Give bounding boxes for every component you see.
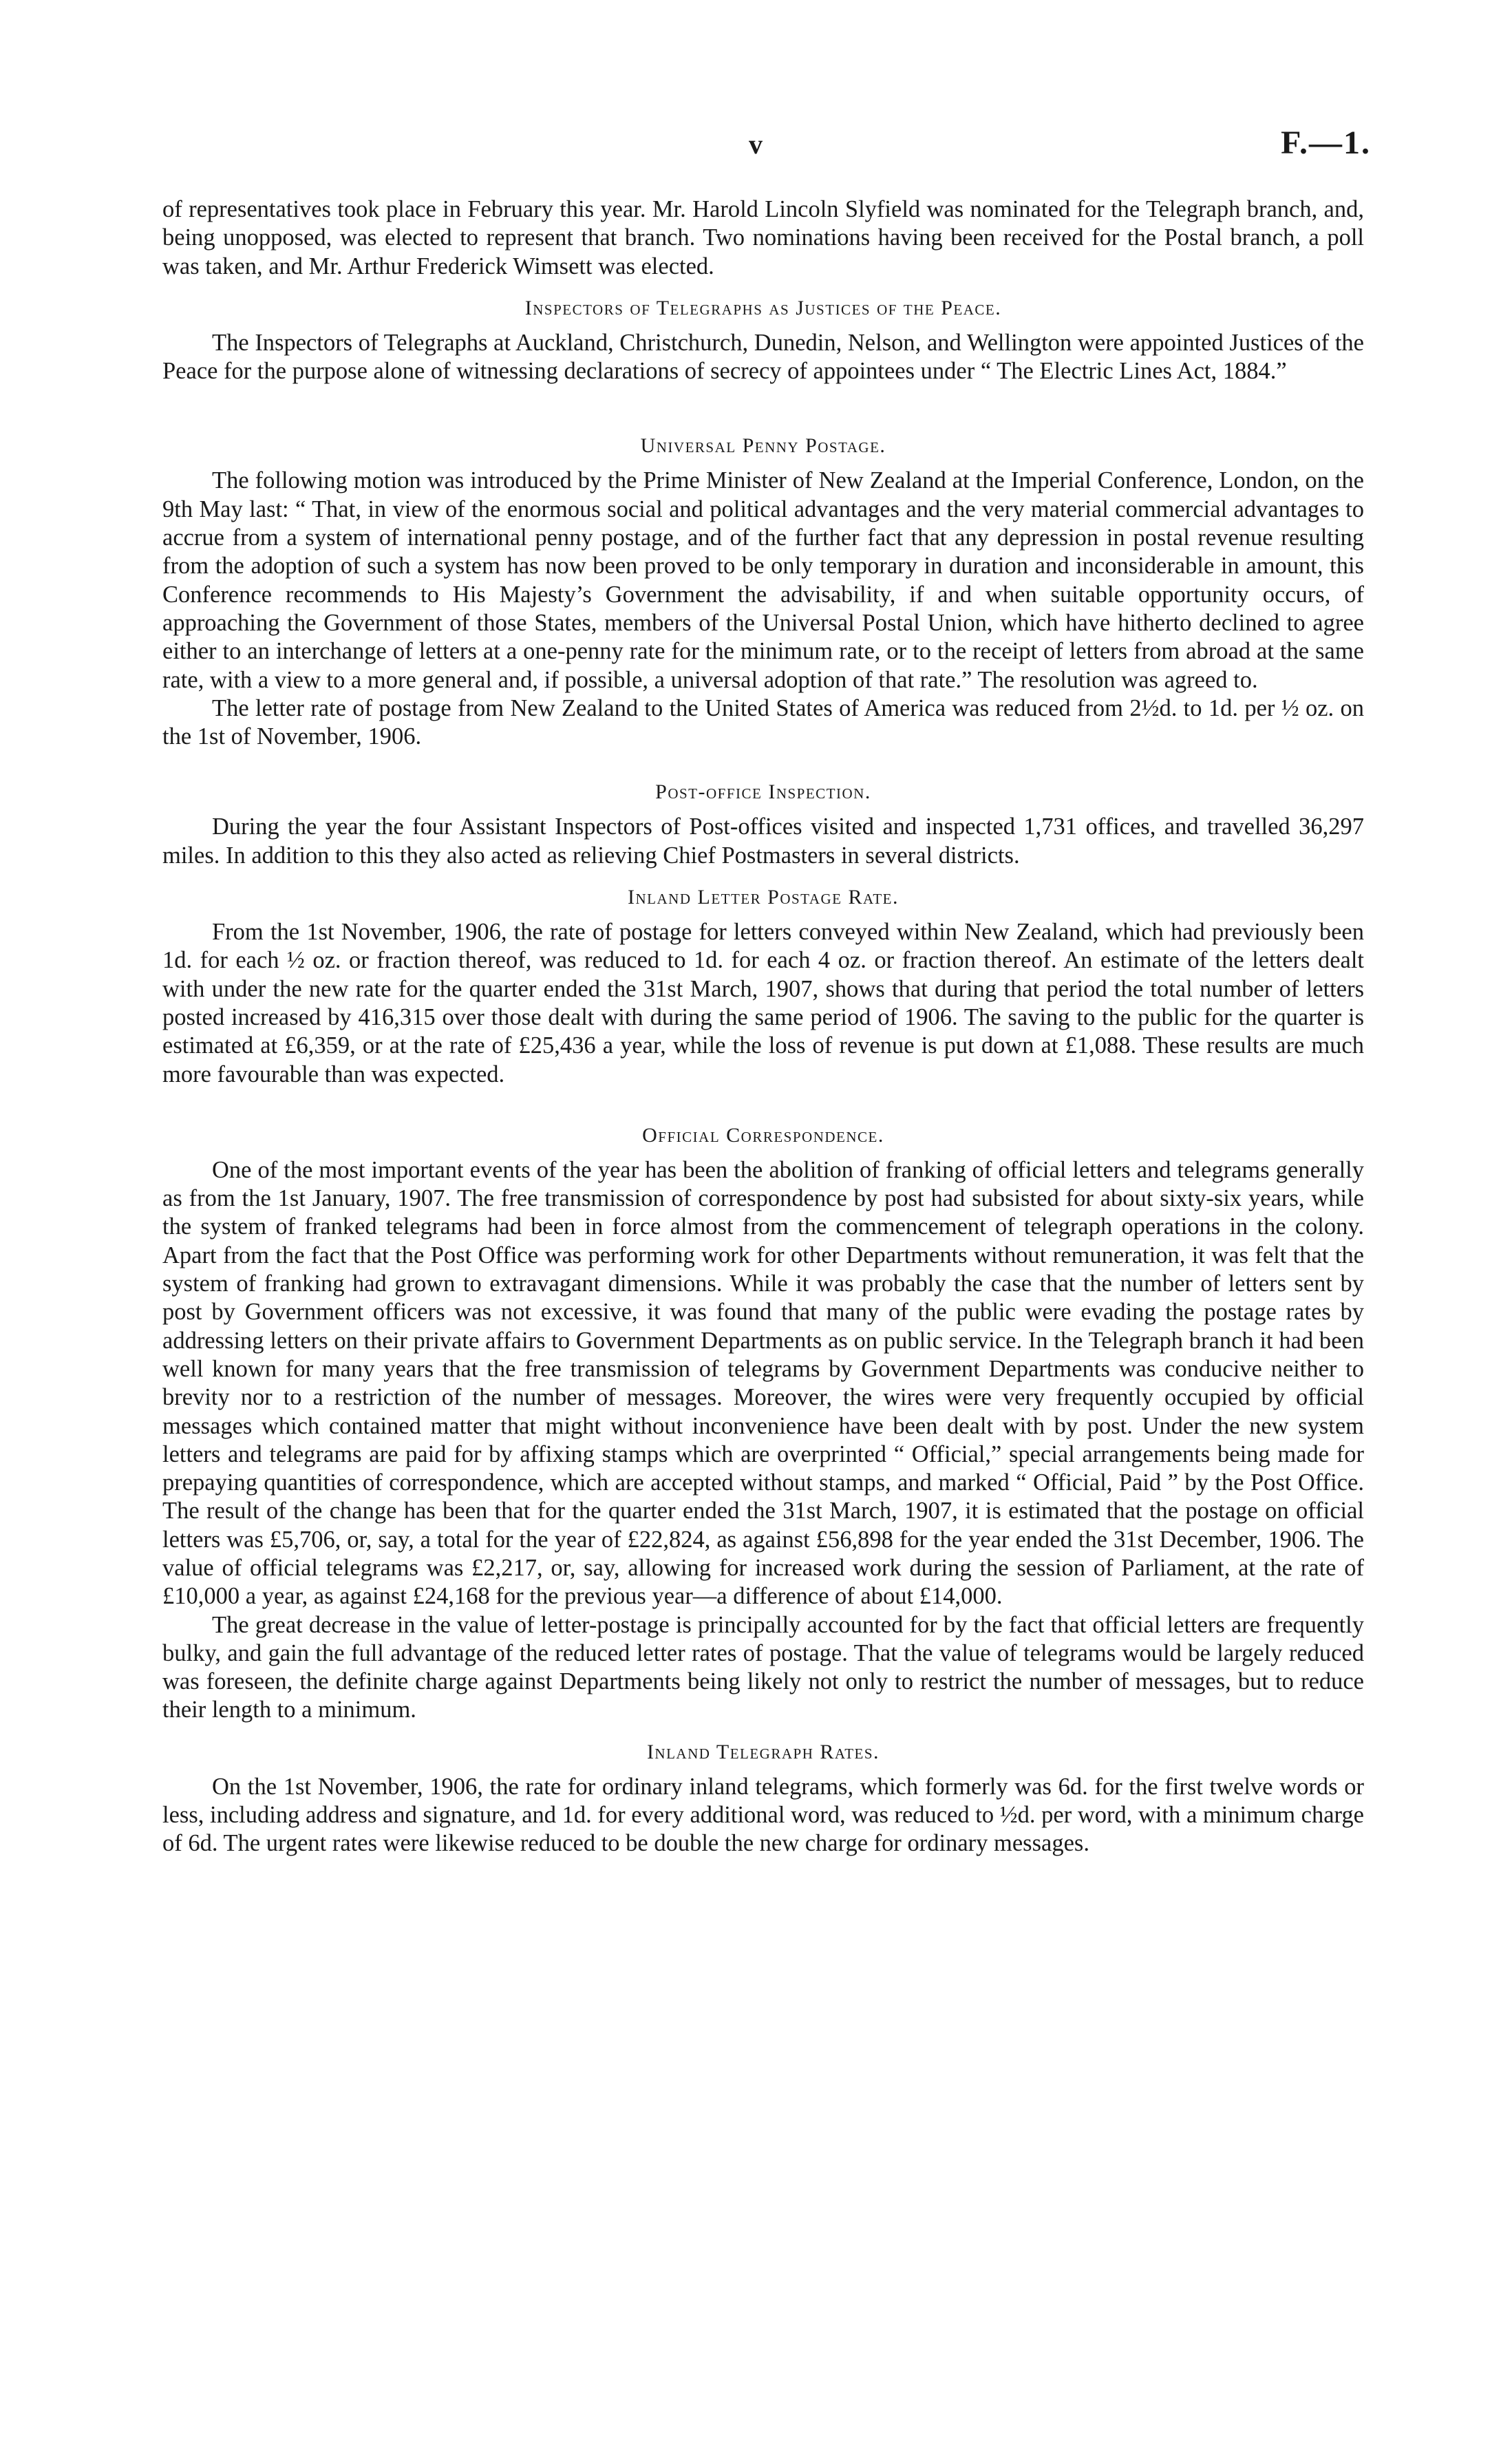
page-body	[162, 195, 1364, 1858]
penny-postage-paragraph-1: The following motion was introduced by the Prime Minister of New Zealand at the Imperial Conference, London, on the 9th May last: “ That, in view of the enormous social and political advantages and the very material commercial advantages to accrue from a system of international penny postage, and of the further fact that any depression in postal revenue resulting from the adoption of such a system has now been proved to be only temporary in duration and inconsiderable in amount, this Conference recommends to His Majesty’s Government the advisability, if and when suitable opportunity occurs, of approaching the Government of those States, members of the Universal Postal Union, which have hitherto declined to agree either to an interchange of letters at a one-penny rate for the minimum rate, or to the receipt of letters from abroad at the same rate, with a view to a more general and, if possible, a universal adoption of that rate.” The resolution was agreed to.	[162, 467, 1364, 693]
inland-telegraph-paragraph: On the 1st November, 1906, the rate for ordinary inland telegrams, which formerly was 6d. for the first twelve words or less, including address and signature, and 1d. for every additional word, was reduced to ½d. per word, with a minimum charge of 6d. The urgent rates were likewise reduced to be double the new charge for ordinary messages.	[162, 1773, 1364, 1857]
page-number: v	[749, 129, 763, 160]
official-correspondence-paragraph-2: The great decrease in the value of letter-postage is principally accounted for by the fact that official letters are frequently bulky, and gain the full advantage of the reduced letter rates of postage. That the value of telegrams would be largely reduced was foreseen, the definite charge against Departments being likely not only to restrict the number of messages, but to reduce their length to a minimum.	[162, 1611, 1364, 1723]
post-office-inspection-paragraph: During the year the four Assistant Inspectors of Post-offices visited and inspected 1,731 offices, and travelled 36,297 miles. In addition to this they also acted as relieving Chief Postmasters in several districts.	[162, 814, 1364, 869]
page-header	[0, 125, 1512, 169]
section-heading-penny-postage: Universal Penny Postage.	[640, 434, 886, 458]
penny-postage-paragraph-2: The letter rate of postage from New Zealand to the United States of America was reduced from 2½d. to 1d. per ½ oz. on the 1st of November, 1906.	[162, 694, 1364, 750]
section-heading-inland-telegraph: Inland Telegraph Rates.	[646, 1740, 880, 1763]
section-heading-official-correspondence: Official Correspondence.	[642, 1123, 884, 1147]
section-heading-inspectors: Inspectors of Telegraphs as Justices of the Peace.	[524, 296, 1002, 319]
section-heading-inland-letter: Inland Letter Postage Rate.	[628, 886, 899, 909]
intro-paragraph: of representatives took place in February this year. Mr. Harold Lincoln Slyfield was nominated for the Telegraph branch, and, being unopposed, was elected to represent that branch. Two nominations having been received for the Postal branch, a poll was taken, and Mr. Arthur Frederick Wimsett was elected.	[162, 196, 1364, 279]
inspectors-paragraph: The Inspectors of Telegraphs at Auckland, Christchurch, Dunedin, Nelson, and Wellington were appointed Justices of the Peace for the purpose alone of witnessing declarations of secrecy of appointees under “ The Electric Lines Act, 1884.”	[162, 329, 1364, 385]
section-heading-post-office-inspection: Post-office Inspection.	[655, 780, 871, 804]
inland-letter-paragraph: From the 1st November, 1906, the rate of postage for letters conveyed within New Zealand, which had previously been 1d. for each ½ oz. or fraction thereof, was reduced to 1d. for each 4 oz. or fraction thereof. An estimate of the letters dealt with under the new rate for the quarter ended the 31st March, 1907, shows that during that period the total number of letters posted increased by 416,315 over those dealt with during the same period of 1906. The saving to the public for the quarter is estimated at £6,359, or at the rate of £25,436 a year, while the loss of revenue is put down at £1,088. These results are much more favourable than was expected.	[162, 919, 1364, 1087]
document-code: F.—1.	[1281, 125, 1371, 161]
official-correspondence-paragraph-1: One of the most important events of the year has been the abolition of franking of official letters and telegrams generally as from the 1st January, 1907. The free transmission of correspondence by post had subsisted for about sixty-six years, while the system of franked telegrams had been in force almost from the commencement of telegraph operations in the colony. Apart from the fact that the Post Office was performing work for other Departments without remuneration, it was felt that the system of franking had grown to extravagant dimensions. While it was probably the case that the number of letters sent by post by Government officers was not excessive, it was found that many of the public were evading the postage rates by addressing letters on their private affairs to Government Departments as on public service. In the Telegraph branch it had been well known for many years that the free transmission of telegrams by Government Departments was conducive neither to brevity nor to a restriction of the number of messages. Moreover, the wires were very frequently occupied by official messages which contained matter that might without inconvenience have been dealt with by post. Under the new system letters and telegrams are paid for by affixing stamps which are overprinted “ Official,” special arrangements being made for prepaying quantities of correspondence, which are accepted without stamps, and marked “ Official, Paid ” by the Post Office. The result of the change has been that for the quarter ended the 31st March, 1907, it is estimated that the postage on official letters was £5,706, or, say, a total for the year of £22,824, as against £56,898 for the year ended the 31st December, 1906. The value of official telegrams was £2,217, or, say, allowing for increased work during the session of Parliament, at the rate of £10,000 a year, as against £24,168 for the previous year—a difference of about £14,000.	[162, 1156, 1364, 1610]
